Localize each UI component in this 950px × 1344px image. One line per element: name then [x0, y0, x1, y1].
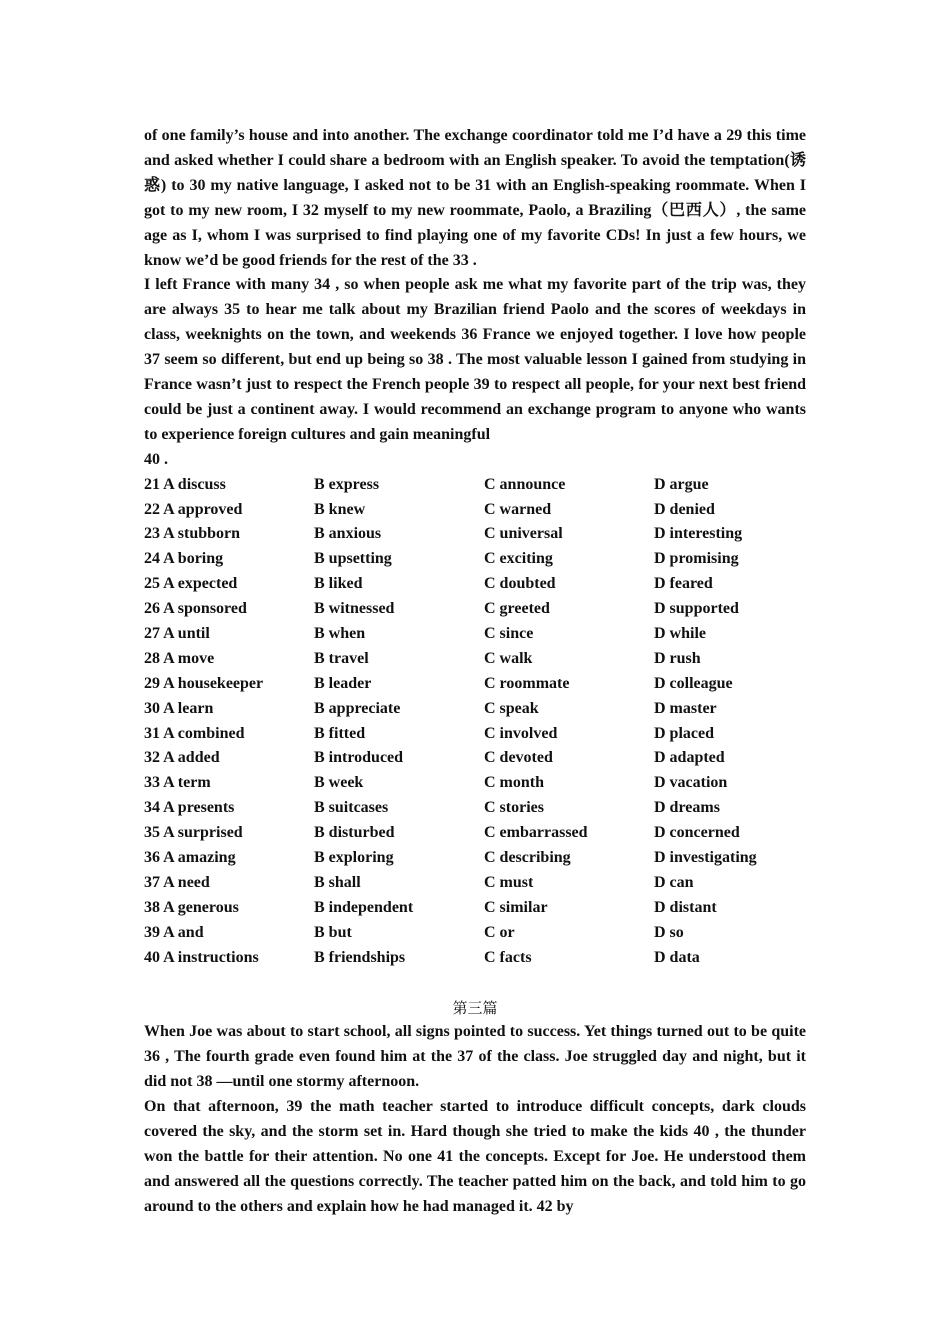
option-choice: C walk: [484, 649, 533, 667]
option-choice: C roommate: [484, 674, 570, 692]
option-choice: B introduced: [314, 749, 404, 767]
option-choice: B upsetting: [314, 550, 392, 568]
option-choice: B when: [314, 625, 366, 643]
option-choice: C doubted: [484, 575, 556, 593]
option-choice: 22 A approved: [144, 500, 243, 518]
option-row: [144, 622, 806, 647]
option-row: [144, 672, 806, 697]
passage-paragraph: When Joe was about to start school, all signs pointed to success. Yet things turned out to be quite 36 , The fourth grade even found him at the 37 of the class. Joe struggled day and night, but it did not 38 —until one stormy afternoon.: [144, 1023, 806, 1091]
document-page: [144, 124, 806, 1220]
option-choice: C warned: [484, 500, 552, 518]
option-choice: C announce: [484, 475, 566, 493]
option-choice: B express: [314, 475, 380, 493]
option-choice: C exciting: [484, 550, 553, 568]
option-choice: D data: [654, 948, 700, 966]
option-choice: 21 A discuss: [144, 475, 226, 493]
option-choice: B liked: [314, 575, 363, 593]
option-choice: C since: [484, 625, 534, 643]
option-choice: 27 A until: [144, 625, 210, 643]
option-choice: C must: [484, 873, 534, 891]
option-row: [144, 771, 806, 796]
option-choice: 35 A surprised: [144, 824, 243, 842]
option-choice: B anxious: [314, 525, 382, 543]
option-choice: D rush: [654, 649, 701, 667]
option-row: [144, 946, 806, 971]
passage-paragraph: of one family’s house and into another. The exchange coordinator told me I’d have a 29 this time and asked whether I could share a bedroom with an English speaker. To avoid the temptation(诱惑) to 30 my native language, I asked not to be 31 with an English-speaking roommate. When I got to my new room, I 32 myself to my new roommate, Paolo, a Braziling（巴西人）, the same age as I, whom I was surprised to find playing one of my favorite CDs! In just a few hours, we know we’d be good friends for the rest of the 33 .: [144, 127, 806, 269]
passage-paragraph: I left France with many 34 , so when people ask me what my favorite part of the trip was, they are always 35 to hear me talk about my Brazilian friend Paolo and the scores of weekdays in class, weeknights on the town, and weekends 36 France we enjoyed together. I love how people 37 seem so different, but end up being so 38 . The most valuable lesson I gained from studying in France wasn’t just to respect the French people 39 to respect all people, for your next best friend could be just a continent away. I would recommend an exchange program to anyone who wants to experience foreign cultures and gain meaningful: [144, 276, 806, 443]
option-row: [144, 647, 806, 672]
option-choice: 28 A move: [144, 649, 215, 667]
option-choice: D colleague: [654, 674, 733, 692]
option-choice: 40 A instructions: [144, 948, 259, 966]
option-choice: B shall: [314, 873, 361, 891]
option-choice: 32 A added: [144, 749, 220, 767]
option-choice: 31 A combined: [144, 724, 245, 742]
option-choice: C greeted: [484, 600, 550, 618]
option-choice: D argue: [654, 475, 709, 493]
option-choice: B travel: [314, 649, 369, 667]
passage-paragraph-end: 40 .: [144, 450, 168, 468]
option-row: [144, 722, 806, 747]
option-choice: D dreams: [654, 799, 720, 817]
option-choice: D investigating: [654, 849, 757, 867]
option-choice: 25 A expected: [144, 575, 238, 593]
option-choice: C devoted: [484, 749, 553, 767]
option-row: [144, 597, 806, 622]
option-choice: B leader: [314, 674, 372, 692]
option-row: [144, 796, 806, 821]
option-choice: 36 A amazing: [144, 849, 236, 867]
option-choice: D placed: [654, 724, 714, 742]
option-choice: C embarrassed: [484, 824, 588, 842]
option-row: [144, 473, 806, 498]
option-choice: B fitted: [314, 724, 366, 742]
option-choice: C or: [484, 923, 515, 941]
option-choice: C universal: [484, 525, 563, 543]
option-choice: D distant: [654, 898, 717, 916]
option-choice: C describing: [484, 849, 571, 867]
option-row: [144, 572, 806, 597]
option-choice: B friendships: [314, 948, 406, 966]
option-choice: B but: [314, 923, 352, 941]
option-row: [144, 821, 806, 846]
option-choice: D so: [654, 923, 684, 941]
option-choice: B week: [314, 774, 364, 792]
option-row: [144, 896, 806, 921]
option-choice: B witnessed: [314, 600, 395, 618]
option-choice: 33 A term: [144, 774, 211, 792]
section-title: 第三篇: [452, 998, 498, 1017]
option-row: [144, 871, 806, 896]
option-choice: C speak: [484, 699, 539, 717]
option-choice: 39 A and: [144, 923, 204, 941]
option-choice: D supported: [654, 600, 739, 618]
option-choice: D adapted: [654, 749, 725, 767]
option-row: [144, 921, 806, 946]
option-choice: C facts: [484, 948, 532, 966]
option-choice: 29 A housekeeper: [144, 674, 264, 692]
option-row: [144, 547, 806, 572]
option-choice: D promising: [654, 550, 739, 568]
option-row: [144, 498, 806, 523]
option-row: [144, 522, 806, 547]
option-choice: B independent: [314, 898, 414, 916]
option-choice: D while: [654, 625, 706, 643]
option-choice: D interesting: [654, 525, 743, 543]
options-list: [144, 473, 806, 971]
option-choice: B appreciate: [314, 699, 401, 717]
option-choice: B disturbed: [314, 824, 395, 842]
option-choice: C month: [484, 774, 545, 792]
option-row: [144, 697, 806, 722]
option-choice: 38 A generous: [144, 898, 239, 916]
option-choice: D master: [654, 699, 717, 717]
option-row: [144, 846, 806, 871]
option-row: [144, 746, 806, 771]
option-choice: D denied: [654, 500, 715, 518]
option-choice: 23 A stubborn: [144, 525, 241, 543]
option-choice: 24 A boring: [144, 550, 224, 568]
option-choice: D can: [654, 873, 694, 891]
option-choice: C involved: [484, 724, 558, 742]
option-choice: 30 A learn: [144, 699, 214, 717]
option-choice: D feared: [654, 575, 713, 593]
option-choice: 34 A presents: [144, 799, 235, 817]
option-choice: 26 A sponsored: [144, 600, 247, 618]
option-choice: D concerned: [654, 824, 740, 842]
option-choice: B suitcases: [314, 799, 389, 817]
option-choice: B exploring: [314, 849, 394, 867]
option-choice: C similar: [484, 898, 548, 916]
passage-paragraph: On that afternoon, 39 the math teacher started to introduce difficult concepts, dark clouds covered the sky, and the storm set in. Hard though she tried to make the kids 40 , the thunder won the battle for their attention. No one 41 the concepts. Except for Joe. He understood them and answered all the questions correctly. The teacher patted him on the back, and told him to go around to the others and explain how he had managed it. 42 by: [144, 1098, 806, 1215]
option-choice: C stories: [484, 799, 544, 817]
option-choice: B knew: [314, 500, 366, 518]
option-choice: D vacation: [654, 774, 728, 792]
option-choice: 37 A need: [144, 873, 210, 891]
